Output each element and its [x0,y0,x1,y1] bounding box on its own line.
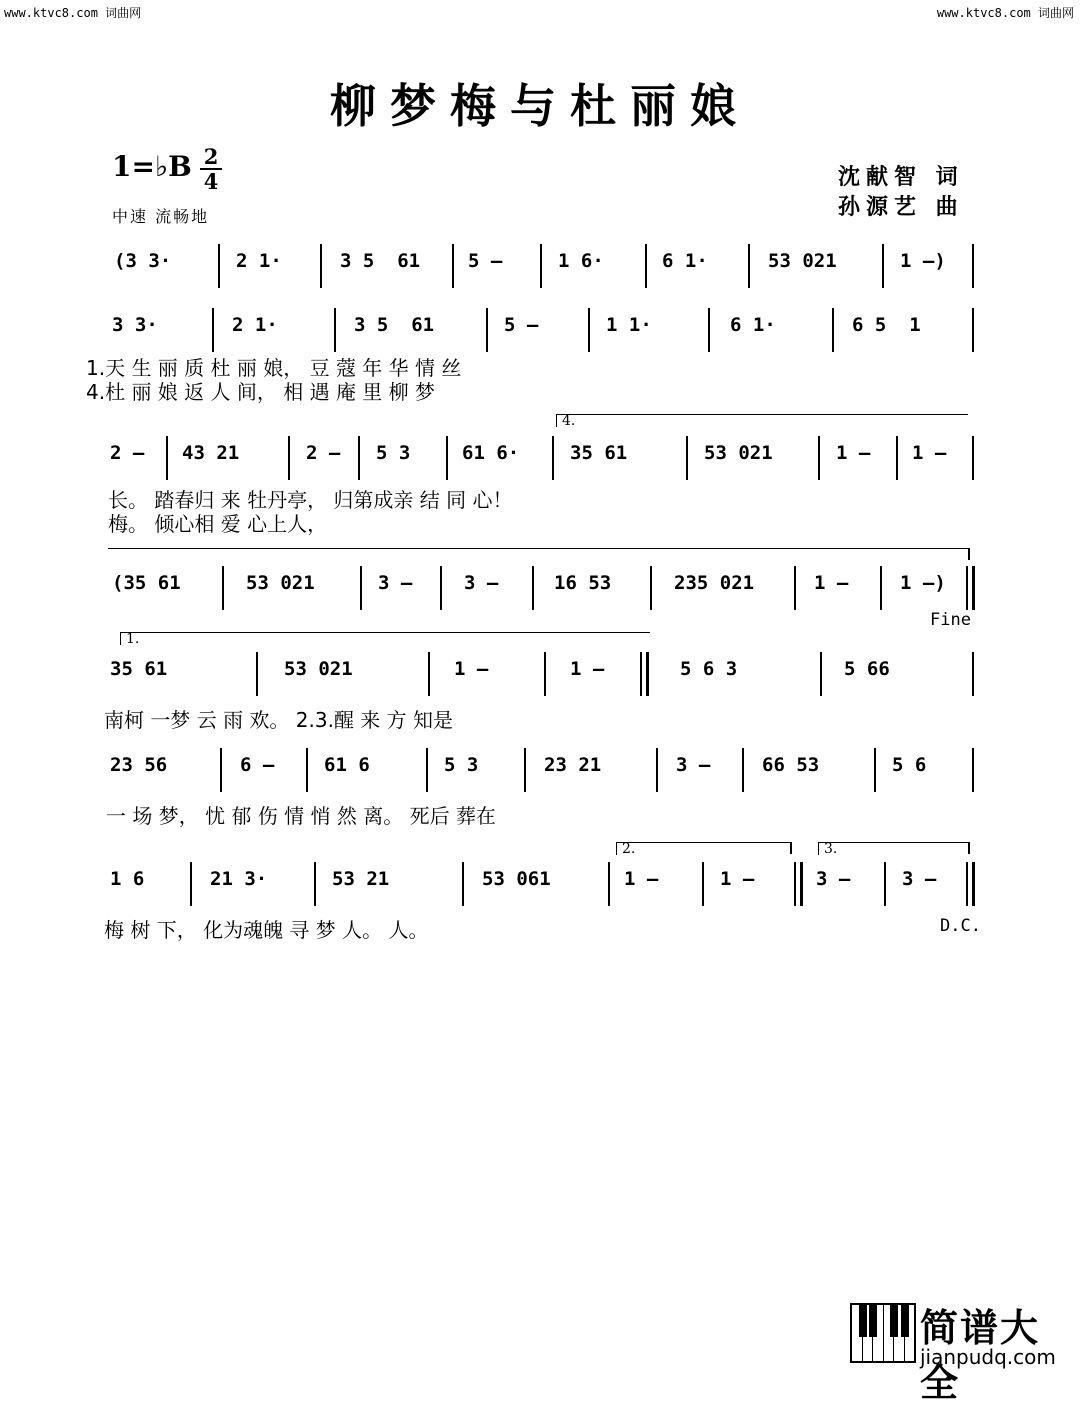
composer-credit: 孙源艺 曲 [838,195,964,220]
measure-notes: 1 – [836,442,871,464]
measure-notes: 23 56 [110,754,168,776]
measure-notes: 35 61 [570,442,628,464]
measure-notes: 5 3 [376,442,411,464]
measure-notes: 1 1· [606,314,652,336]
measure-notes: 1 – [814,572,849,594]
score-row-3 [100,436,980,480]
score-row-2 [100,308,980,352]
measure-notes: 53 021 [704,442,773,464]
lyrics-row-7: 梅 树 下， 化为魂魄 寻 梦 人。 人。 [104,918,429,942]
lyrics-row-3-verse-1: 长。 踏春归 来 牡丹亭， 归第成亲 结 同 心！ [108,488,513,512]
score-row-5 [100,652,980,696]
score-row-1 [100,244,980,288]
measure-notes: 2 – [110,442,145,464]
site-logo [850,1297,1072,1405]
measure-notes: 1 –) [900,250,946,272]
time-signature [200,146,222,192]
measure-notes: 6 1· [662,250,708,272]
measure-notes: 3 3· [112,314,158,336]
measure-notes: 43 21 [182,442,240,464]
measure-notes: 1 –) [900,572,946,594]
measure-notes: (35 61 [112,572,181,594]
watermark-right: www.ktvc8.com 词曲网 [936,6,1074,20]
measure-notes: 61 6· [462,442,520,464]
measure-notes: 61 6 [324,754,370,776]
time-signature-top: 2 [203,144,219,169]
measure-notes: 66 53 [762,754,820,776]
volta-2-label: 2. [622,841,636,857]
measure-notes: 23 21 [544,754,602,776]
logo-url: jianpudq.com [920,1345,1056,1369]
score-row-4 [100,566,980,610]
measure-notes: 53 061 [482,868,551,890]
measure-notes: 2 1· [236,250,282,272]
score-row-7 [100,862,980,906]
volta-2-bracket [616,842,792,857]
watermark-left: www.ktvc8.com 词曲网 [4,6,142,20]
volta-4-label: 4. [562,413,576,429]
lyricist-credit: 沈献智 词 [838,165,964,190]
measure-notes: (3 3· [114,250,172,272]
time-signature-bottom: 4 [203,169,219,194]
measure-notes: 3 – [464,572,499,594]
measure-notes: 5 6 3 [680,658,738,680]
measure-notes: 53 21 [332,868,390,890]
measure-notes: 1 – [720,868,755,890]
lyrics-row-3-verse-4: 梅。 倾心相 爱 心上人， [108,512,328,536]
measure-notes: 1 6 [110,868,145,890]
logo-name: 简谱大全 [920,1306,1041,1405]
dc-marking: D.C. [940,916,981,936]
lyrics-verse-1: 1.天 生 丽 质 杜 丽 娘， 豆 蔻 年 华 情 丝 [86,356,462,380]
measure-notes: 6 1· [730,314,776,336]
measure-notes: 5 66 [844,658,890,680]
measure-notes: 1 – [912,442,947,464]
fine-marking: Fine [930,610,971,630]
lyrics-row-5: 南柯 一梦 云 雨 欢。 2.3.醒 来 方 知是 [104,708,454,732]
measure-notes: 3 5 61 [340,250,421,272]
measure-notes: 21 3· [210,868,268,890]
score-row-6 [100,748,980,792]
measure-notes: 3 – [816,868,851,890]
key-signature: 1=♭B [112,150,192,183]
measure-notes: 6 – [240,754,275,776]
measure-notes: 1 – [624,868,659,890]
measure-notes: 53 021 [284,658,353,680]
volta-1-bracket [120,632,650,647]
volta-3-bracket [818,842,970,857]
lyrics-verse-4: 4.杜 丽 娘 返 人 间， 相 遇 庵 里 柳 梦 [86,380,436,404]
volta-3-label: 3. [824,841,838,857]
measure-notes: 5 6 [892,754,927,776]
measure-notes: 5 – [468,250,503,272]
tempo-marking: 中速 流畅地 [112,207,210,226]
measure-notes: 5 – [504,314,539,336]
piano-keys-icon [850,1303,916,1363]
measure-notes: 235 021 [674,572,755,594]
volta-4-bracket [556,414,968,429]
measure-notes: 16 53 [554,572,612,594]
interlude-bracket-line [108,548,970,549]
song-title: 柳梦梅与杜丽娘 [330,79,750,133]
measure-notes: 1 – [454,658,489,680]
measure-notes: 3 5 61 [354,314,435,336]
lyrics-row-6: 一 场 梦， 忧 郁 伤 情 悄 然 离。 死后 葬在 [106,804,496,828]
measure-notes: 35 61 [110,658,168,680]
measure-notes: 1 6· [558,250,604,272]
measure-notes: 5 3 [444,754,479,776]
measure-notes: 53 021 [246,572,315,594]
measure-notes: 1 – [570,658,605,680]
measure-notes: 2 – [306,442,341,464]
measure-notes: 3 – [676,754,711,776]
measure-notes: 6 5 1 [852,314,921,336]
measure-notes: 3 – [902,868,937,890]
measure-notes: 2 1· [232,314,278,336]
volta-1-label: 1. [126,631,140,647]
measure-notes: 53 021 [768,250,837,272]
measure-notes: 3 – [378,572,413,594]
